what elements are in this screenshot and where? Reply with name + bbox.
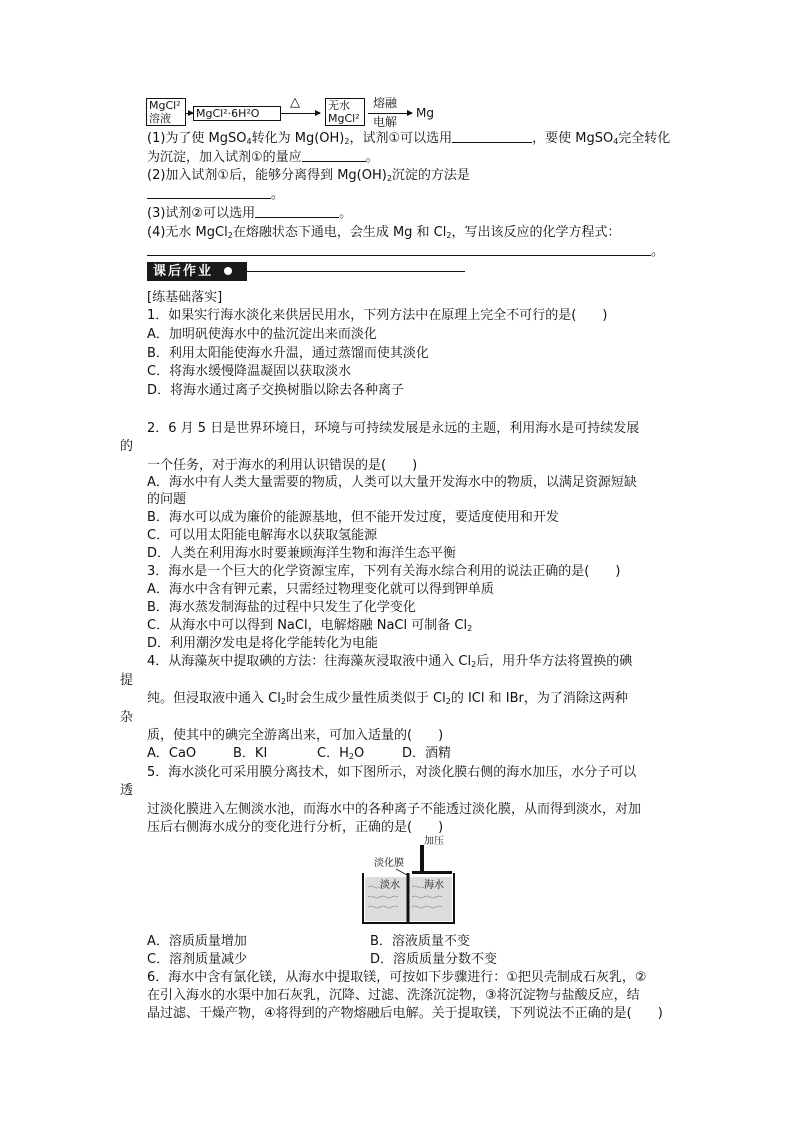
p3-option-c[interactable]: C．从海水中可以得到 NaCl，电解熔融 NaCl 可制备 $Cl_2$ <box>147 618 473 633</box>
p3-option-b[interactable]: B．海水蒸发制海盐的过程中只发生了化学变化 <box>147 600 416 615</box>
p5-option-b[interactable]: B．溶液质量不变 <box>370 934 470 949</box>
p4-hanging-char-1: 提 <box>120 673 134 688</box>
fig-label-sea-water: 海水 <box>424 880 444 891</box>
p4-stem-line1: 4．从海藻灰中提取碘的方法：往海藻灰浸取液中通入 $Cl_2$后，用升华方法将置换的碘 <box>147 654 633 669</box>
flow-box3-line2: MgCl² <box>328 112 360 125</box>
q1-blank-1[interactable] <box>452 130 532 143</box>
q1-blank-2[interactable] <box>302 149 366 162</box>
p4-option-a[interactable]: A．CaO <box>147 746 197 761</box>
p1-option-d[interactable]: D．将海水通过离子交换树脂以除去各种离子 <box>147 383 405 398</box>
q3-blank[interactable] <box>255 205 339 218</box>
flow-arrow-2 <box>280 113 320 114</box>
q2-line2: 。 <box>147 186 284 203</box>
p2-option-b[interactable]: B．海水可以成为廉价的能源基地，但不能开发过度，要适度使用和开发 <box>147 510 559 525</box>
p5-option-a[interactable]: A．溶质质量增加 <box>147 934 247 949</box>
p2-hanging-char: 的 <box>120 439 134 454</box>
flow-box-mgcl2-hydrate: MgCl²·6H²O <box>193 106 281 121</box>
membrane-figure <box>360 835 460 927</box>
q1-line1: (1)为了使 MgSO$_4$转化为 $Mg(OH)_2$，试剂①可以选用 ，要使 MgSO$_4$完全转化 <box>147 131 671 146</box>
fig-label-fresh-water: 淡水 <box>380 880 400 891</box>
p5-option-d[interactable]: D．溶质质量分数不变 <box>370 952 498 967</box>
p2-option-a-line2: 的问题 <box>147 492 187 507</box>
membrane-figure-svg <box>360 835 460 927</box>
p1-option-b[interactable]: B．利用太阳能使海水升温，通过蒸馏而使其淡化 <box>147 346 429 361</box>
flow-box1-line2: 溶液 <box>149 112 171 125</box>
p4-hanging-char-2: 杂 <box>120 710 134 725</box>
fig-label-membrane: 淡化膜 <box>374 858 404 869</box>
piston-rod <box>420 845 424 873</box>
p1-option-a[interactable]: A．加明矾使海水中的盐沉淀出来而淡化 <box>147 327 377 342</box>
p4-option-c[interactable]: C．$H_2O$ <box>317 746 365 761</box>
p5-hanging-char: 透 <box>120 783 134 798</box>
banner-divider <box>247 271 465 272</box>
p6-line2: 在引入海水的水渠中加石灰乳，沉降、过滤、洗涤沉淀物，③将沉淀物与盐酸反应，结 <box>147 988 640 1003</box>
flow-box-anhydrous-mgcl2 <box>325 98 365 126</box>
p6-line1: 6．海水中含有氯化镁，从海水中提取镁，可按如下步骤进行：①把贝壳制成石灰乳，② <box>147 970 647 985</box>
p3-option-d[interactable]: D．利用潮汐发电是将化学能转化为电能 <box>147 636 379 651</box>
flow-box-mgcl2-solution <box>146 98 186 126</box>
p5-stem-line1: 5．海水淡化可采用膜分离技术，如下图所示，对淡化膜右侧的海水加压，水分子可以 <box>147 765 637 780</box>
p1-stem: 1．如果实行海水淡化来供居民用水，下列方法中在原理上完全不可行的是( ) <box>147 308 608 323</box>
fig-label-pressure: 加压 <box>424 836 444 847</box>
q4-line2: 。 <box>147 243 664 260</box>
p5-stem-line2: 过淡化膜进入左侧淡水池，而海水中的各种离子不能透过淡化膜，从而得到淡水，对加 <box>147 802 642 817</box>
section-title: 课后作业 <box>153 264 214 279</box>
p5-option-c[interactable]: C．溶剂质量减少 <box>147 952 248 967</box>
p6-line3: 晶过滤、干燥产物，④将得到的产物熔融后电解。关于提取镁，下列说法不正确的是( ) <box>147 1006 663 1021</box>
flow-arrow-3 <box>368 113 412 114</box>
p2-option-d[interactable]: D．人类在利用海水时要兼顾海洋生物和海洋生态平衡 <box>147 546 457 561</box>
q4-line1: (4)无水 MgCl$_2$在熔融状态下通电，会生成 Mg 和 $Cl_2$，写出该反应的化学方程式： <box>147 225 621 240</box>
p4-stem-line3: 质，使其中的碘完全游离出来，可加入适量的( ) <box>147 728 444 743</box>
p4-stem-line2: 纯。但浸取液中通入 $Cl_2$时会生成少量性质类似于 $Cl_2$的 ICl 和 IBr，为了消除这两种 <box>147 691 628 706</box>
p2-option-a-line1[interactable]: A．海水中有人类大量需要的物质，人类可以大量开发海水中的物质，以满足资源短缺 <box>147 475 637 490</box>
flow-arrow-1 <box>185 113 193 114</box>
p4-options <box>147 745 451 765</box>
flow-box3-line1: 无水 <box>328 99 350 112</box>
p5-stem-line3: 压后右侧海水成分的变化进行分析，正确的是( ) <box>147 820 444 835</box>
p2-stem-line2: 一个任务，对于海水的利用认识错误的是( ) <box>147 458 418 473</box>
p2-stem-line1: 2．6 月 5 日是世界环境日，环境与可持续发展是永远的主题，利用海水是可持续发展 <box>147 421 640 436</box>
p4-option-b[interactable]: B．KI <box>233 746 268 761</box>
p4-option-d[interactable]: D．酒精 <box>402 746 452 761</box>
p2-option-c[interactable]: C．可以用太阳能电解海水以获取氢能源 <box>147 528 378 543</box>
p1-option-c[interactable]: C．将海水缓慢降温凝固以获取淡水 <box>147 364 352 379</box>
flow-box1-line1: MgCl² <box>149 99 181 112</box>
q2-line1: (2)加入试剂①后，能够分离得到 $Mg(OH)_2$沉淀的方法是 <box>147 168 470 183</box>
banner-dot-icon <box>224 267 232 275</box>
flow-melt-label: 熔融 <box>373 96 398 110</box>
section-banner <box>147 262 247 281</box>
flow-product: Mg <box>416 106 434 120</box>
q1-line2: 为沉淀，加入试剂①的量应 。 <box>147 150 379 165</box>
flow-heat-symbol: △ <box>290 95 300 110</box>
q4-blank[interactable] <box>147 243 651 256</box>
q2-blank[interactable] <box>147 186 271 199</box>
p3-stem: 3．海水是一个巨大的化学资源宝库，下列有关海水综合利用的说法正确的是( ) <box>147 564 621 579</box>
p3-option-a[interactable]: A．海水中含有钾元素，只需经过物理变化就可以得到钾单质 <box>147 582 494 597</box>
subtitle: [练基础落实] <box>147 290 223 305</box>
q3-line: (3)试剂②可以选用 。 <box>147 206 353 221</box>
piston-plate <box>412 871 452 874</box>
flow-electrolysis-label: 电解 <box>373 115 398 129</box>
